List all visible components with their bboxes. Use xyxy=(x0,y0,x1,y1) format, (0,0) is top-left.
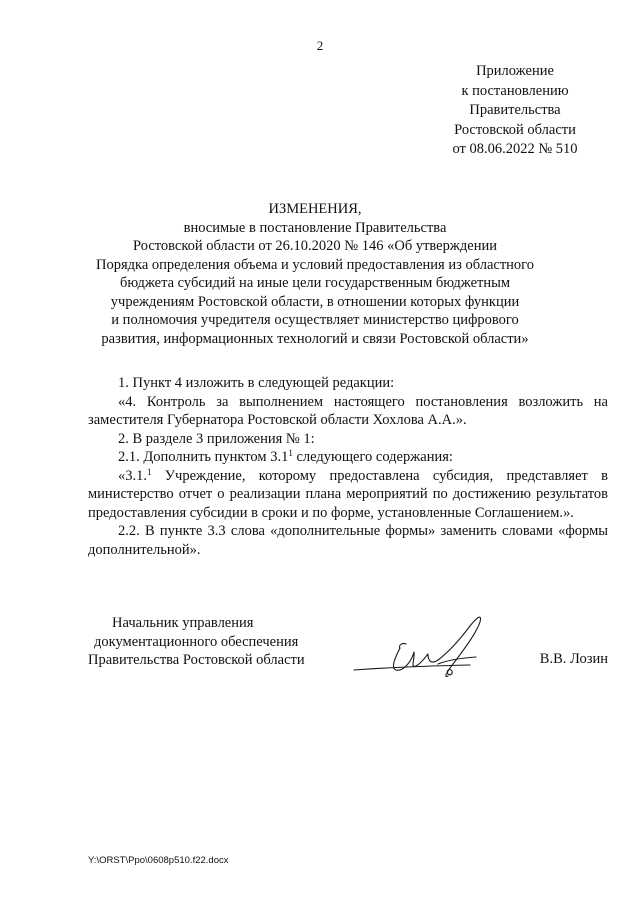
paragraph: 2.2. В пункте 3.3 слова «дополнительные формы» заменить словами «формы дополнительной». xyxy=(88,523,608,558)
paragraph: 2. В разделе 3 приложения № 1: xyxy=(118,430,315,447)
signatory-title-line: Начальник управления xyxy=(112,615,254,631)
signatory-title xyxy=(88,614,338,670)
paragraph: «4. Контроль за выполнением настоящего постановления возложить на заместителя Губернатора Ростовской области Хохлова А.А.». xyxy=(88,393,608,428)
title-line: вносимые в постановление Правительства xyxy=(183,219,447,236)
title-line: Ростовской области от 26.10.2020 № 146 «Об утверждении xyxy=(133,238,497,254)
title-line: учреждениям Ростовской области, в отношении которых функции xyxy=(110,293,520,310)
appendix-line: Правительства xyxy=(469,102,561,118)
signatory-title-line: документационного обеспечения xyxy=(94,633,299,650)
paragraph xyxy=(88,448,608,467)
signatory-title-line: Правительства Ростовской области xyxy=(88,652,305,668)
handwritten-signature xyxy=(352,608,492,684)
paragraph-text: «3.1. xyxy=(118,467,147,484)
superscript: 1 xyxy=(147,466,152,477)
file-path-footer: Y:\ORST\Ppo\0608p510.f22.docx xyxy=(88,855,229,866)
page-number: 2 xyxy=(316,38,324,53)
signatory-name: В.В. Лозин xyxy=(539,651,608,667)
appendix-line: от 08.06.2022 № 510 xyxy=(452,141,578,157)
paragraph-text: Учреждение, которому предоставлена субсидия, представляет в министерство отчет о реализации плана мероприятий по достижению результатов предоставления субсидии в сроки и по форме, установленные Соглашением.». xyxy=(88,467,608,521)
title-line: бюджета субсидий на иные цели государственным бюджетным xyxy=(119,275,511,291)
appendix-line: к постановлению xyxy=(461,82,569,99)
appendix-line: Ростовской области xyxy=(454,121,576,138)
title-line: и полномочия учредителя осуществляет министерство цифрового xyxy=(111,312,519,328)
appendix-line: Приложение xyxy=(476,63,554,79)
paragraph xyxy=(88,467,608,523)
paragraph-text: 2.1. Дополнить пунктом 3.1 xyxy=(118,449,289,465)
title-line: Порядка определения объема и условий предоставления из областного xyxy=(95,256,535,273)
title-line: развития, информационных технологий и связи Ростовской области» xyxy=(101,330,529,347)
paragraph: 1. Пункт 4 изложить в следующей редакции: xyxy=(118,375,395,391)
document-body xyxy=(88,374,608,559)
document-title xyxy=(80,200,550,348)
superscript: 1 xyxy=(288,448,293,458)
title-line: ИЗМЕНЕНИЯ, xyxy=(268,201,362,217)
appendix-block xyxy=(430,62,600,160)
paragraph-text: следующего содержания: xyxy=(292,449,453,465)
